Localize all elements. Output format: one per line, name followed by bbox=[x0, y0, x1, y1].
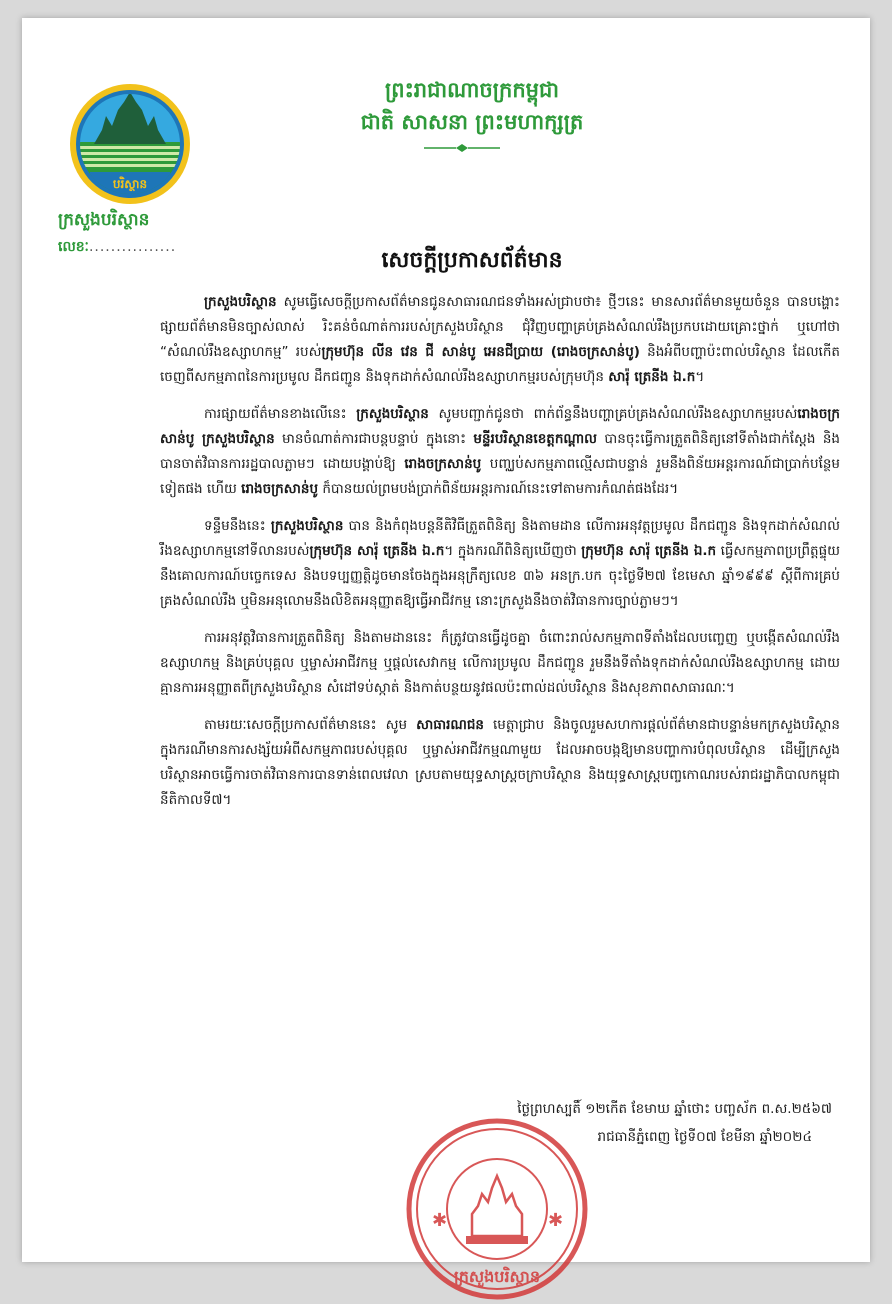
paragraph-text: ទន្ទឹមនឹងនេះ bbox=[204, 518, 271, 534]
bold-text: ក្រុមហ៊ុន លីន វេន ជី សាន់បូ អេនជីប្រាយ (រោងចក្រសាន់បូ) bbox=[321, 344, 640, 360]
paragraph-text: មានចំណាត់ការជាបន្តបន្ទាប់ ក្នុងនោះ bbox=[274, 431, 474, 447]
date-lunar: ថ្ងៃព្រហស្បតិ៍ ១២កើត ខែមាឃ ឆ្នាំថោះ បញ្ចស័ក ព.ស.២៥៦៧ bbox=[517, 1101, 832, 1117]
paragraph-text: សូមធ្វើសេចក្តីប្រកាសព័ត៌មានជូនសាធារណជនទាំងអស់ជ្រាបថា៖ ថ្មីៗនេះ មានសារព័ត៌មានមួយចំនួន បានបង្ហោះផ្សាយព័ត៌មានមិនច្បាស់លាស់ រិះគន់ចំណាត់ការរបស់ក្រសួងបរិស្ថាន ជុំវិញបញ្ហាគ្រប់គ្រងសំណល់រឹងប្រកបដោយគ្រោះថ្នាក់ ឬហៅថា “សំណល់រឹងឧស្សាហកម្ម” របស់ bbox=[160, 294, 840, 360]
paragraph-text: ក៏បានយល់ព្រមបង់ប្រាក់ពិន័យអន្តរការណ៍នេះទៅតាមការកំណត់ផងដែរ។ bbox=[318, 481, 679, 497]
paragraph-text: ។ ក្នុងករណីពិនិត្យឃើញថា bbox=[444, 543, 582, 559]
body-paragraph bbox=[160, 290, 840, 390]
reference-label: លេខៈ bbox=[58, 239, 89, 255]
ministry-logo-icon bbox=[66, 80, 194, 208]
body-paragraph bbox=[160, 626, 840, 701]
paragraph-text: បញ្ឈប់សកម្មភាពល្មើសជាបន្ទាន់ រួមនឹងពិន័យអន្តរការណ៍ជាប្រាក់បន្ថែមទៀតផង ហើយ bbox=[160, 456, 840, 497]
document-page bbox=[22, 18, 870, 1286]
paragraph-text: ។ bbox=[695, 369, 705, 385]
bold-text: រោងចក្រសាន់បូ bbox=[404, 456, 482, 472]
body-paragraph bbox=[160, 514, 840, 614]
svg-text:✱: ✱ bbox=[432, 1210, 448, 1231]
bold-text: មន្ទីរបរិស្ថានខេត្តកណ្តាល bbox=[473, 431, 598, 447]
bold-text: ក្រសួងបរិស្ថាន bbox=[204, 294, 277, 310]
paragraph-text: តាមរយៈសេចក្តីប្រកាសព័ត៌មាននេះ សូម bbox=[204, 717, 417, 733]
bold-text: ក្រសួងបរិស្ថាន bbox=[270, 518, 344, 534]
bold-text: រោងចក្រសាន់បូ bbox=[241, 481, 319, 497]
paragraph-text: មេត្តាជ្រាប និងចូលរួមសហការផ្តល់ព័ត៌មានជាបន្ទាន់មកក្រសួងបរិស្ថាន ក្នុងករណីមានការសង្ស័យអំពីសកម្មភាពរបស់បុគ្គល ឬម្ចាស់អាជីវកម្មណាមួយ ដែលអាចបង្កឱ្យមានបញ្ហាការបំពុលបរិស្ថាន ដើម្បីក្រសួងបរិស្ថានអាចធ្វើការចាត់វិធានការបានទាន់ពេលវេលា ស្របតាមយុទ្ធសាស្ត្រចក្រាបរិស្ថាន និងយុទ្ធសាស្ត្របញ្ចកោណរបស់រាជរដ្ឋាភិបាលកម្ពុជា នីតិកាលទី៧។ bbox=[160, 717, 840, 808]
paragraph-text: សូមបញ្ជាក់ជូនថា ពាក់ព័ន្ធនឹងបញ្ហាគ្រប់គ្រងសំណល់រឹងឧស្សាហកម្មរបស់ bbox=[428, 406, 798, 422]
bold-text: ក្រសួងបរិស្ថាន bbox=[356, 406, 429, 422]
paragraph-text: និងអំពីបញ្ហាប៉ះពាល់បរិស្ថាន ដែលកើតចេញពីសកម្មភាពនៃការប្រមូល ដឹកជញ្ជូន និងទុកដាក់សំណល់រឹងឧស្សាហកម្មរបស់ក្រុមហ៊ុន bbox=[160, 344, 840, 385]
bold-text: សារ៉ុ ត្រេនីង ឯ.ក bbox=[608, 369, 696, 385]
bold-text: ក្រុមហ៊ុន សារ៉ុ ត្រេនីង ឯ.ក bbox=[581, 543, 717, 559]
national-motto: ជាតិ សាសនា ព្រះមហាក្សត្រ bbox=[360, 110, 584, 134]
body-paragraph bbox=[160, 713, 840, 813]
paragraph-text: ការផ្សាយព័ត៌មានខាងលើនេះ bbox=[204, 406, 357, 422]
paragraph-text: បាន និងកំពុងបន្តនីតិវិធីត្រួតពិនិត្យ និងតាមដាន លើការអនុវត្តប្រមូល ដឹកជញ្ជូន និងទុកដាក់សំណល់រឹងឧស្សាហកម្មនៅទីលានរបស់ bbox=[160, 518, 840, 559]
kingdom-heading: ព្រះរាជាណាចក្រកម្ពុជា bbox=[384, 78, 559, 102]
paragraph-text: ធ្វើសកម្មភាពប្រព្រឹត្តផ្ទុយនឹងគោលការណ៍បច្ចេកទេស និងបទប្បញ្ញត្តិដូចមានចែងក្នុងអនុក្រឹត្យលេខ ៣៦ អនក្រ.បក ចុះថ្ងៃទី២៧ ខែមេសា ឆ្នាំ១៩៩៩ ស្តីពីការគ្រប់គ្រងសំណល់រឹង ឬមិនអនុលោមនឹងលិខិតអនុញ្ញាតឱ្យធ្វើអាជីវកម្ម នោះក្រសួងនឹងចាត់វិធានការច្បាប់ភ្លាមៗ។ bbox=[160, 543, 841, 609]
reference-value: ................ bbox=[88, 239, 177, 255]
logo-label: បរិស្ថាន bbox=[112, 177, 148, 191]
ministry-name: ក្រសួងបរិស្ថាន bbox=[58, 210, 150, 230]
official-seal-icon bbox=[402, 1114, 592, 1304]
bold-text: រោងចក្រសាន់បូ ក្រសួងបរិស្ថាន bbox=[160, 406, 841, 447]
paragraph-text: ការអនុវត្តវិធានការត្រួតពិនិត្យ និងតាមដាននេះ ក៏ត្រូវបានធ្វើដូចគ្នា ចំពោះរាល់សកម្មភាពទីតាំងដែលបញ្ចេញ ឬបង្កើតសំណល់រឹងឧស្សាហកម្ម និងគ្រប់បុគ្គល ឬម្ចាស់អាជីវកម្ម ឬផ្តល់សេវាកម្ម លើការប្រមូល ដឹកជញ្ជូន រួមនឹងទីតាំងទុកដាក់សំណល់រឹងឧស្សាហកម្ម ដោយគ្មានការអនុញ្ញាតពីក្រសួងបរិស្ថាន សំដៅទប់ស្កាត់ និងកាត់បន្ថយនូវផលប៉ះពាល់ដល់បរិស្ថាន និងសុខភាពសាធារណៈ។ bbox=[160, 630, 840, 696]
ministry-logo bbox=[66, 80, 194, 208]
press-release-body bbox=[160, 290, 840, 825]
paragraph-text: បានចុះធ្វើការត្រួតពិនិត្យនៅទីតាំងជាក់ស្តែង និងបានចាត់វិធានការរដ្ឋបាលភ្លាមៗ ដោយបង្គាប់ឱ្យ bbox=[160, 431, 840, 472]
bold-text: ក្រុមហ៊ុន សារ៉ុ ត្រេនីង ឯ.ក bbox=[309, 543, 445, 559]
seal-label: ក្រសួងបរិស្ថាន bbox=[453, 1267, 541, 1286]
bold-text: សាធារណជន bbox=[416, 717, 484, 733]
body-paragraph bbox=[160, 402, 840, 502]
date-solar: រាជធានីភ្នំពេញ ថ្ងៃទី០៧ ខែមីនា ឆ្នាំ២០២៤ bbox=[597, 1129, 812, 1145]
svg-text:✱: ✱ bbox=[548, 1210, 564, 1231]
divider-ornament-icon bbox=[424, 144, 500, 152]
document-title: សេចក្តីប្រកាសព័ត៌មាន bbox=[381, 248, 563, 273]
